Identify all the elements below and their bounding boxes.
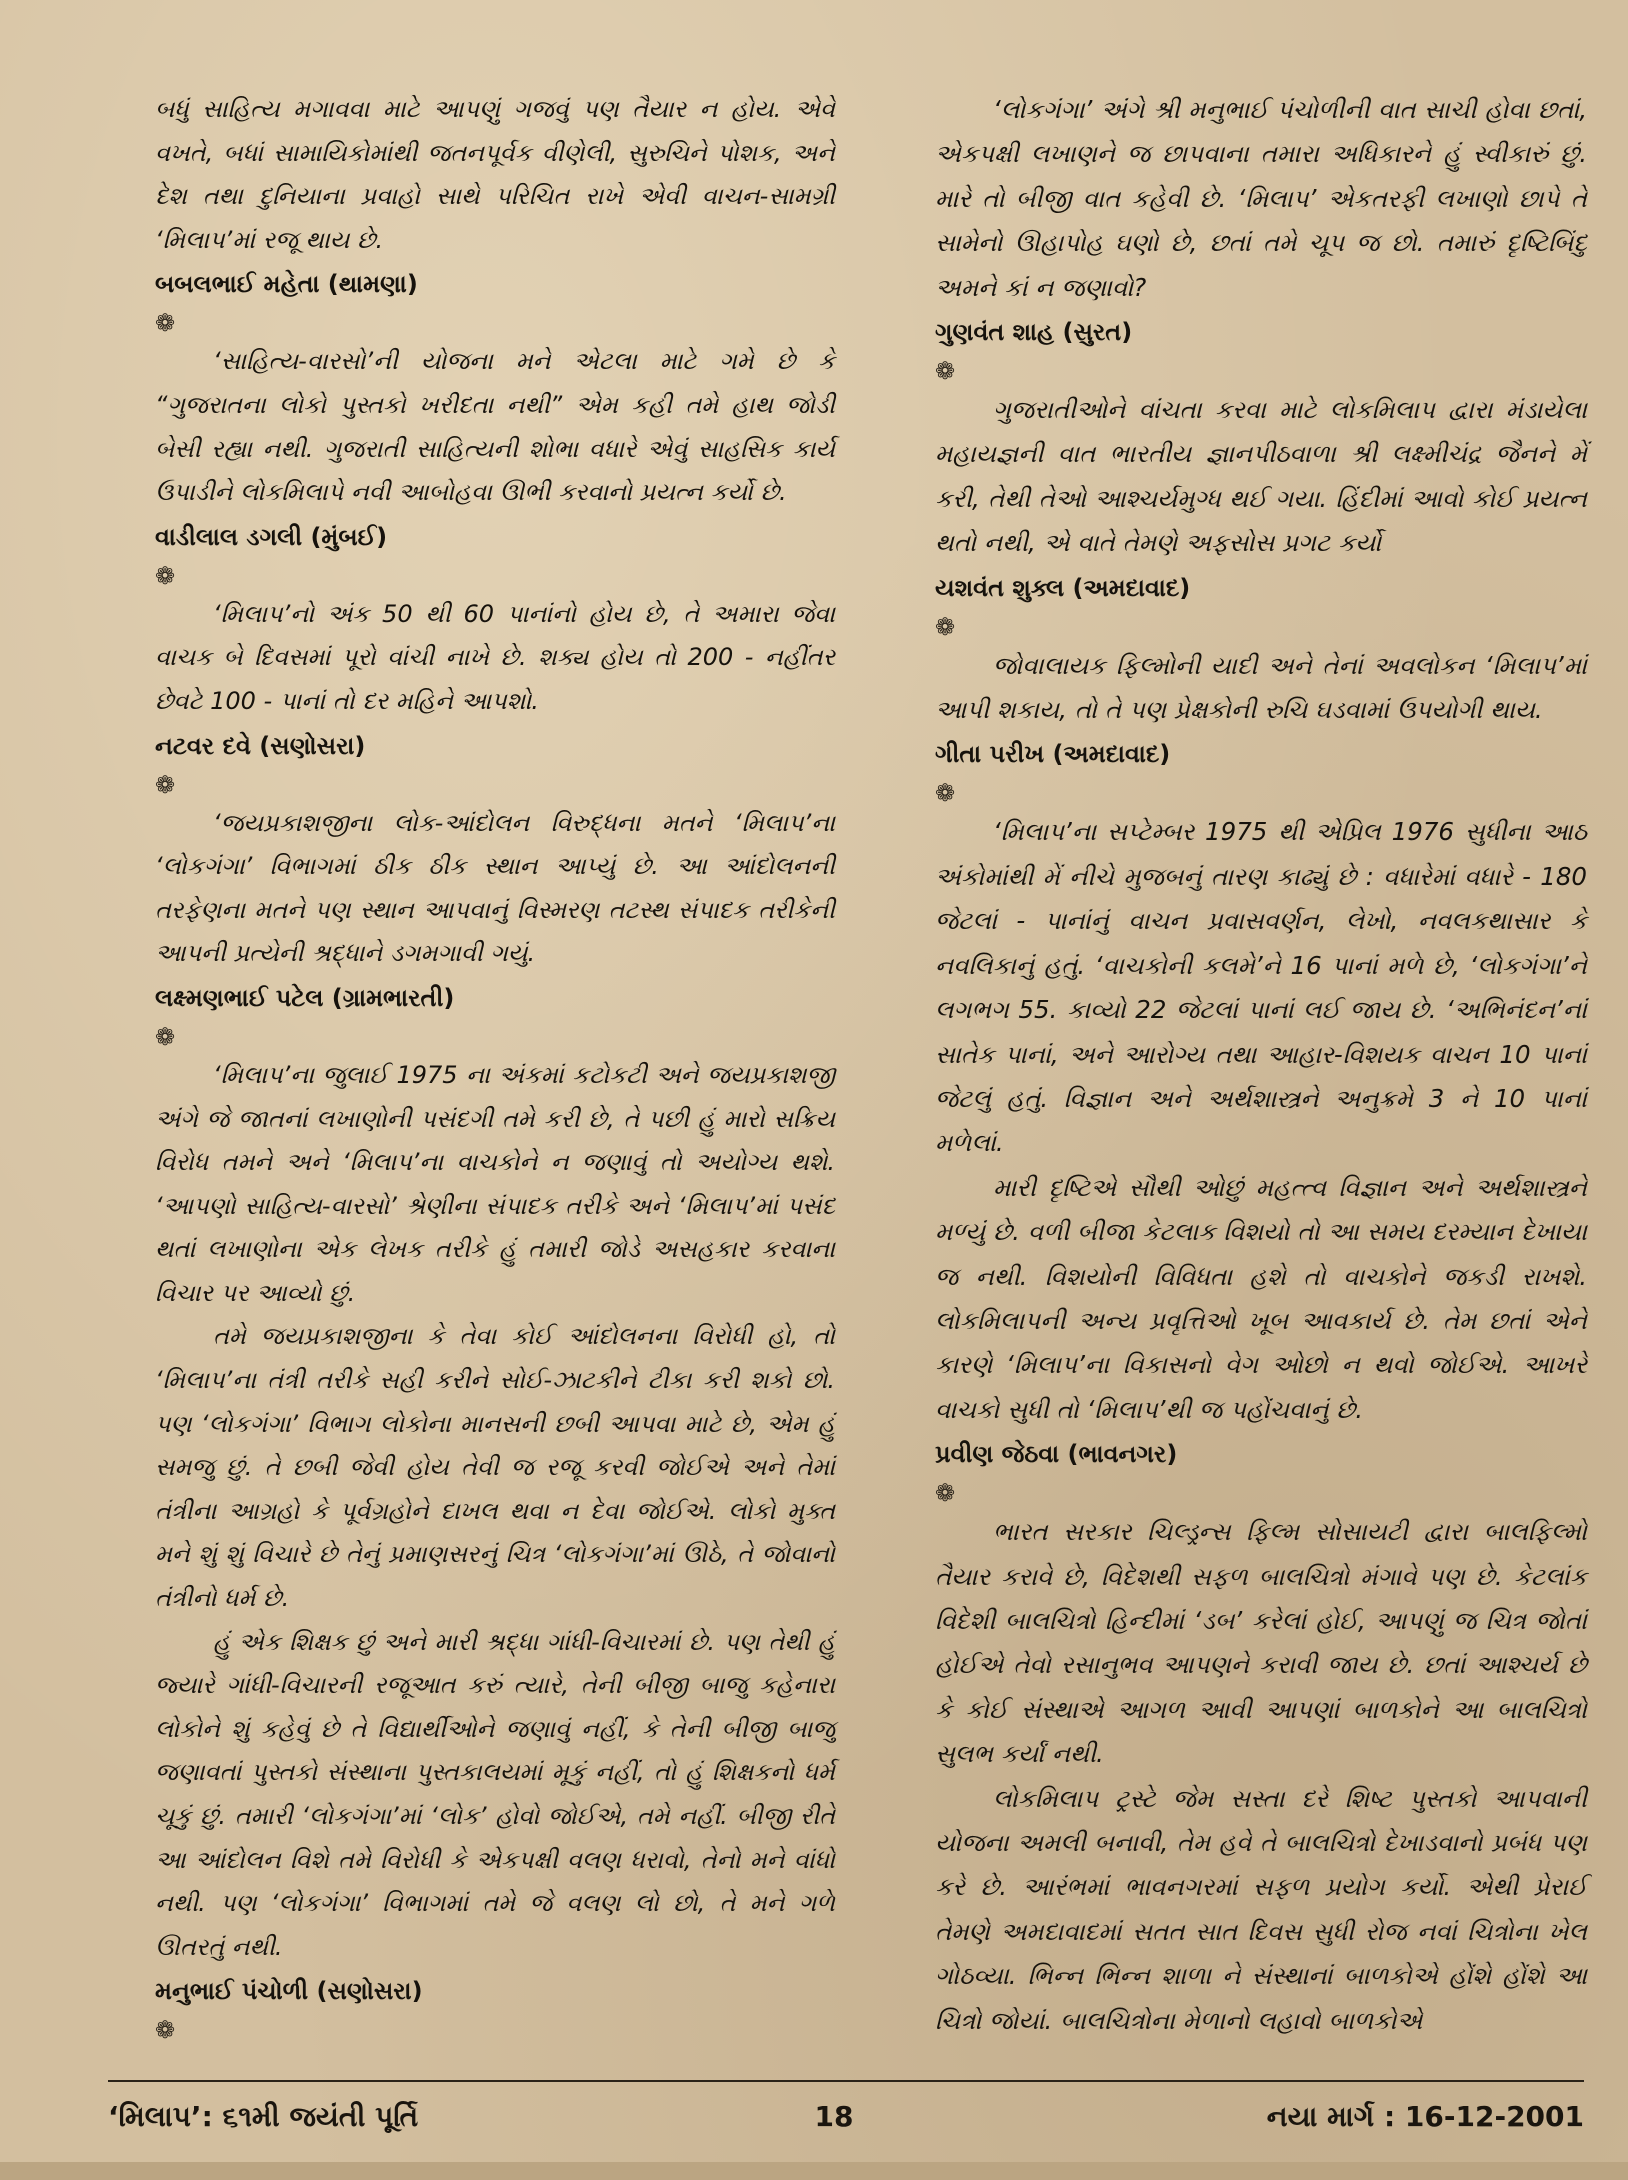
letter-paragraph: ‘સાહિત્ય-વારસો’ની યોજના મને એટલા માટે ગમે છે કે “ગુજરાતના લોકો પુસ્તકો ખરીદતા નથી” એમ કહી તમે હાથ જોડી બેસી રહ્યા નથી. ગુજરાતી સાહિત્યની શોભા વધારે એવું સાહસિક કાર્ય ઉપાડીને લોકમિલાપે નવી આબોહવા ઊભી કરવાનો પ્રયત્ન કર્યો છે. <box>155 347 835 507</box>
letter-paragraph: ભારત સરકાર ચિલ્ડ્રન્સ ફિલ્મ સોસાયટી દ્વારા બાલફિલ્મો તૈયાર કરાવે છે, વિદેશથી સફળ બાલચિત્રો મંગાવે પણ છે. કેટલાંક વિદેશી બાલચિત્રો હિન્દીમાં ‘ડબ’ કરેલાં હોઈ, આપણું જ ચિત્ર જોતાં હોઈએ તેવો રસાનુભવ આપણને કરાવી જાય છે. છતાં આશ્ચર્ય છે કે કોઈ સંસ્થાએ આગળ આવી આપણાં બાળકોને આ બાલચિત્રો સુલભ કર્યાં નથી. <box>935 1517 1587 1769</box>
letter-paragraph: લોકમિલાપ ટ્રસ્ટે જેમ સસ્તા દરે શિષ્ટ પુસ્તકો આપવાની યોજના અમલી બનાવી, તેમ હવે તે બાલચિત્રો દેખાડવાનો પ્રબંધ પણ કરે છે. આરંભમાં ભાવનગરમાં સફળ પ્રયોગ કર્યો. એથી પ્રેરાઈ તેમણે અમદાવાદમાં સતત સાત દિવસ સુધી રોજ નવાં ચિત્રોના ખેલ ગોઠવ્યા. ભિન્ન ભિન્ન શાળા ને સંસ્થાનાં બાળકોએ હોંશે હોંશે આ ચિત્રો જોયાં. બાલચિત્રોના મેળાનો લહાવો બાળકોએ <box>935 1783 1587 2035</box>
letter-paragraph: ગુજરાતીઓને વાંચતા કરવા માટે લોકમિલાપ દ્વારા મંડાયેલા મહાયજ્ઞની વાત ભારતીય જ્ઞાનપીઠવાળા શ્રી લક્ષ્મીચંદ્ર જૈનને મેં કરી, તેથી તેઓ આશ્ચર્યમુગ્ધ થઈ ગયા. હિંદીમાં આવો કોઈ પ્રયત્ન થતો નથી, એ વાતે તેમણે અફસોસ પ્રગટ કર્યો <box>935 395 1587 558</box>
flower-ornament-icon: ❁ <box>155 2016 176 2045</box>
letter-paragraph: બધું સાહિત્ય મગાવવા માટે આપણું ગજવું પણ તૈયાર ન હોય. એવે વખતે, બધાં સામાયિકોમાંથી જતનપૂર્વક વીણેલી, સુરુચિને પોશક, અને દેશ તથા દુનિયાના પ્રવાહો સાથે પરિચિત રાખે એવી વાચન-સામગ્રી ‘મિલાપ’માં રજૂ થાય છે. <box>155 95 835 254</box>
letter-paragraph: ‘જયપ્રકાશજીના લોક-આંદોલન વિરુદ્ધના મતને ‘મિલાપ’ના ‘લોકગંગા’ વિભાગમાં ઠીક ઠીક સ્થાન આપ્યું છે. આ આંદોલનની તરફેણના મતને પણ સ્થાન આપવાનું વિસ્મરણ તટસ્થ સંપાદક તરીકેની આપની પ્રત્યેની શ્રદ્ધાને ડગમગાવી ગયું. <box>155 808 835 968</box>
letter-signature: ગુણવંત શાહ (સુરત) <box>935 318 1133 347</box>
flower-ornament-icon: ❁ <box>155 309 176 338</box>
letter-signature: યશવંત શુક્લ (અમદાવાદ) <box>935 573 1191 602</box>
letter-paragraph: જોવાલાયક ફિલ્મોની યાદી અને તેનાં અવલોકન ‘મિલાપ’માં આપી શકાય, તો તે પણ પ્રેક્ષકોની રુચિ ઘડવામાં ઉપયોગી થાય. <box>935 650 1587 725</box>
reader-letter <box>155 88 835 340</box>
reader-letter <box>155 593 835 802</box>
letter-paragraph: ‘મિલાપ’ના જુલાઈ 1975 ના અંકમાં કટોકટી અને જયપ્રકાશજી અંગે જે જાતનાં લખાણોની પસંદગી તમે કરી છે, તે પછી હું મારો સક્રિય વિરોધ તમને અને ‘મિલાપ’ના વાચકોને ન જણાવું તો અયોગ્ય થશે. ‘આપણો સાહિત્ય-વારસો’ શ્રેણીના સંપાદક તરીકે અને ‘મિલાપ’માં પસંદ થતાં લખાણોના એક લેખક તરીકે હું તમારી જોડે અસહકાર કરવાના વિચાર પર આવ્યો છું. <box>155 1060 835 1307</box>
footer-issue-date: નયા માર્ગ : 16-12-2001 <box>1266 2100 1584 2133</box>
reader-letter <box>155 802 835 1054</box>
reader-letter <box>935 388 1587 644</box>
reader-letter <box>155 1054 835 2047</box>
letter-paragraph: મારી દૃષ્ટિએ સૌથી ઓછું મહત્ત્વ વિજ્ઞાન અને અર્થશાસ્ત્રને મળ્યું છે. વળી બીજા કેટલાક વિશયો તો આ સમય દરમ્યાન દેખાયા જ નથી. વિશયોની વિવિધતા હશે તો વાચકોને જકડી રાખશે. લોકમિલાપની અન્ય પ્રવૃત્તિઓ ખૂબ આવકાર્ય છે. તેમ છતાં એને કારણે ‘મિલાપ’ના વિકાસનો વેગ ઓછો ન થવો જોઈએ. આખરે વાચકો સુધી તો ‘મિલાપ’થી જ પહોંચવાનું છે. <box>935 1172 1587 1424</box>
letter-signature: નટવર દવે (સણોસરા) <box>155 731 366 760</box>
footer-divider <box>108 2080 1584 2082</box>
letter-paragraph: હું એક શિક્ષક છું અને મારી શ્રદ્ધા ગાંધી-વિચારમાં છે. પણ તેથી હું જ્યારે ગાંધી-વિચારની રજૂઆત કરું ત્યારે, તેની બીજી બાજુ કહેનારા લોકોને શું કહેવું છે તે વિદ્યાર્થીઓને જણાવું નહીં, કે તેની બીજી બાજુ જણાવતાં પુસ્તકો સંસ્થાના પુસ્તકાલયમાં મૂકું નહીં, તો હું શિક્ષકનો ધર્મ ચૂકું છું. તમારી ‘લોકગંગા’માં ‘લોક’ હોવો જોઈએ, તમે નહીં. બીજી રીતે આ આંદોલન વિશે તમે વિરોધી કે એકપક્ષી વલણ ધરાવો, તેનો મને વાંધો નથી. પણ ‘લોકગંગા’ વિભાગમાં તમે જે વલણ લો છો, તે મને ગળે ઊતરતું નથી. <box>155 1627 835 1961</box>
flower-ornament-icon: ❁ <box>155 1022 176 1051</box>
letter-paragraph: તમે જયપ્રકાશજીના કે તેવા કોઈ આંદોલનના વિરોધી હો, તો ‘મિલાપ’ના તંત્રી તરીકે સહી કરીને સોઈ-ઝાટકીને ટીકા કરી શકો છો. પણ ‘લોકગંગા’ વિભાગ લોકોના માનસની છબી આપવા માટે છે, એમ હું સમજુ છું. તે છબી જેવી હોય તેવી જ રજૂ કરવી જોઈએ અને તેમાં તંત્રીના આગ્રહો કે પૂર્વગ્રહોને દાખલ થવા ન દેવા જોઈએ. લોકો મુક્ત મને શું શું વિચારે છે તેનું પ્રમાણસરનું ચિત્ર ‘લોકગંગા’માં ઊઠે, તે જોવાનો તંત્રીનો ધર્મ છે. <box>155 1322 835 1613</box>
letter-signature: ગીતા પરીખ (અમદાવાદ) <box>935 740 1171 769</box>
flower-ornament-icon: ❁ <box>155 770 176 799</box>
letter-signature: વાડીલાલ ડગલી (મુંબઈ) <box>155 522 388 551</box>
flower-ornament-icon: ❁ <box>935 779 956 808</box>
letter-signature: બબલભાઈ મહેતા (થામણા) <box>155 270 418 299</box>
reader-letter <box>155 340 835 592</box>
page-number: 18 <box>814 2100 854 2133</box>
reader-letter <box>935 644 1587 811</box>
letter-paragraph: ‘લોકગંગા’ અંગે શ્રી મનુભાઈ પંચોળીની વાત સાચી હોવા છતાં, એકપક્ષી લખાણને જ છાપવાના તમારા અધિકારને હું સ્વીકારું છું. મારે તો બીજી વાત કહેવી છે. ‘મિલાપ’ એકતરફી લખાણો છાપે તે સામેનો ઊહાપોહ ઘણો છે, છતાં તમે ચૂપ જ છો. તમારું દૃષ્ટિબિંદુ અમને કાં ન જણાવો? <box>935 95 1587 302</box>
reader-letter <box>935 88 1587 388</box>
reader-letter <box>935 810 1587 1510</box>
footer-publication-title: ‘મિલાપ’: ૬૧મી જયંતી પૂર્તિ <box>108 2100 419 2133</box>
letter-signature: મનુભાઈ પંચોળી (સણોસરા) <box>155 1977 423 2006</box>
right-column <box>935 88 1587 2043</box>
letter-signature: પ્રવીણ જેઠવા (ભાવનગર) <box>935 1440 1178 1469</box>
flower-ornament-icon: ❁ <box>155 561 176 590</box>
page-bottom-edge <box>0 2162 1628 2180</box>
flower-ornament-icon: ❁ <box>935 1479 956 1508</box>
letter-paragraph: ‘મિલાપ’ના સપ્ટેમ્બર 1975 થી એપ્રિલ 1976 સુધીના આઠ અંકોમાંથી મેં નીચે મુજબનું તારણ કાઢ્યું છે : વધારેમાં વધારે - 180 જેટલાં - પાનાંનું વાચન પ્રવાસવર્ણન, લેખો, નવલકથાસાર કે નવલિકાનું હતું. ‘વાચકોની કલમે’ને 16 પાનાં મળે છે, ‘લોકગંગા’ને લગભગ 55. કાવ્યો 22 જેટલાં પાનાં લઈ જાય છે. ‘અભિનંદન’નાં સાતેક પાનાં, અને આરોગ્ય તથા આહાર-વિશયક વાચન 10 પાનાં જેટલું હતું. વિજ્ઞાન અને અર્થશાસ્ત્રને અનુક્રમે 3 ને 10 પાનાં મળેલાં. <box>935 817 1587 1158</box>
flower-ornament-icon: ❁ <box>935 357 956 386</box>
reader-letter <box>935 1510 1587 2043</box>
left-column <box>155 88 835 2047</box>
flower-ornament-icon: ❁ <box>935 612 956 641</box>
letter-signature: લક્ષ્મણભાઈ પટેલ (ગ્રામભારતી) <box>155 983 455 1012</box>
letter-paragraph: ‘મિલાપ’નો અંક 50 થી 60 પાનાંનો હોય છે, તે અમારા જેવા વાચક બે દિવસમાં પૂરો વાંચી નાખે છે. શક્ય હોય તો 200 - નહીંતર છેવટે 100 - પાનાં તો દર મહિને આપશો. <box>155 599 835 715</box>
